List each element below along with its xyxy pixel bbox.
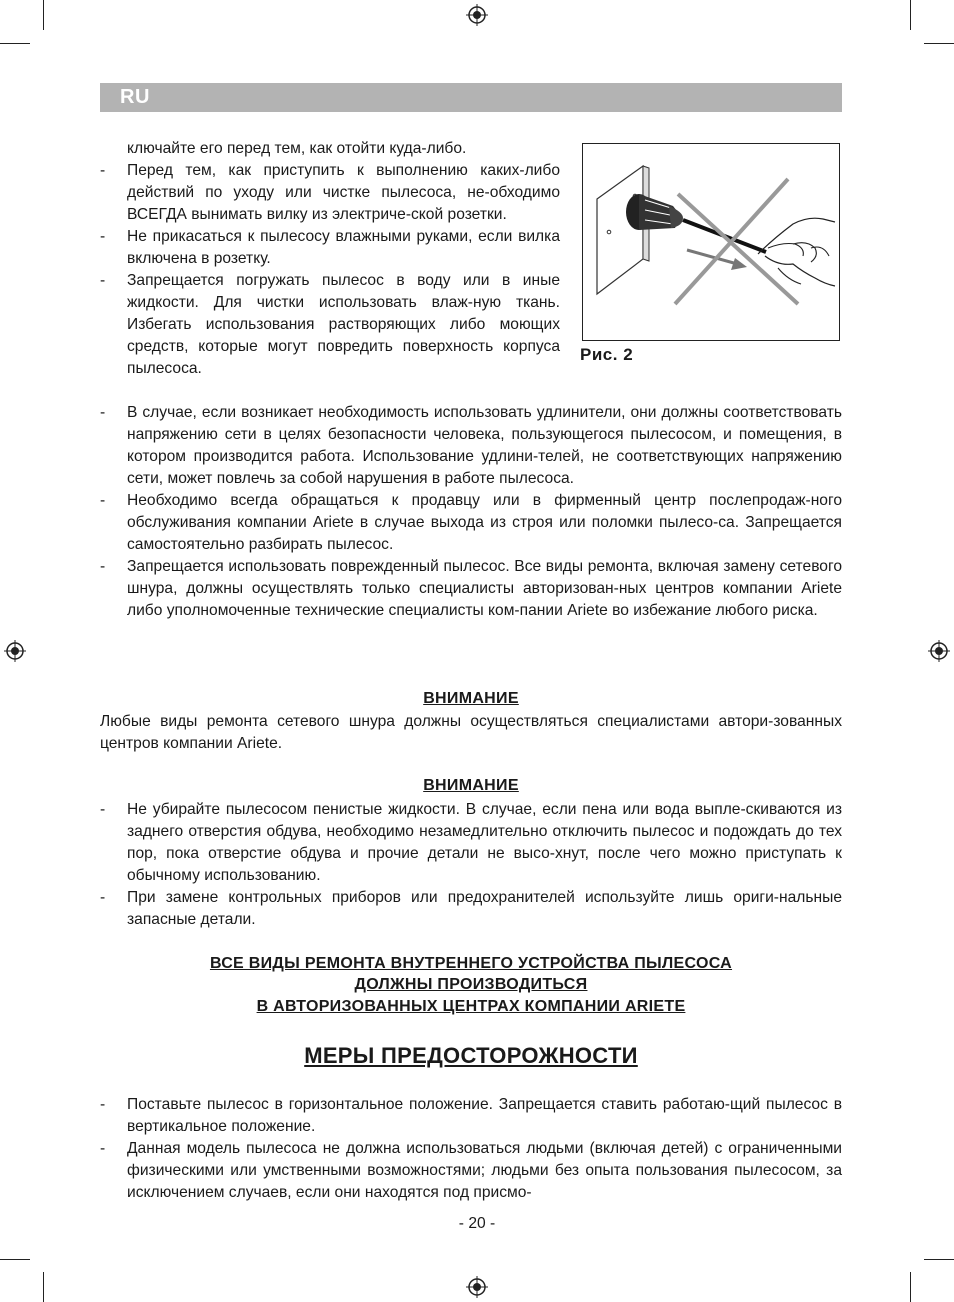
list-item: - Необходимо всегда обращаться к продавцу или в фирменный центр послепродаж-ного обслуживания компании Ariete в случае выхода из строя или поломки пылесо-са. Запрещается самостоятельно разбирать пылесос. <box>100 490 842 556</box>
figure-2 <box>582 143 840 341</box>
registration-mark-icon <box>928 640 950 662</box>
attention-list-block-2 <box>100 799 842 931</box>
repair-notice-line-1: ВСЕ ВИДЫ РЕМОНТА ВНУТРЕННЕГО УСТРОЙСТВА ПЫЛЕСОСА <box>209 955 733 972</box>
precautions-title: МЕРЫ ПРЕДОСТОРОЖНОСТИ <box>304 1043 638 1068</box>
attention-heading-2: ВНИМАНИЕ <box>423 777 519 794</box>
top-list <box>100 160 560 380</box>
crop-mark <box>0 1259 30 1260</box>
crop-mark <box>924 1259 954 1260</box>
repair-notice-line-2: ДОЛЖНЫ ПРОИЗВОДИТЬСЯ <box>354 976 588 993</box>
language-code: RU <box>120 86 150 108</box>
list-item: - При замене контрольных приборов или предохранителей используйте лишь ориги-нальные запасные детали. <box>100 887 842 931</box>
crop-mark <box>924 43 954 44</box>
unplug-prohibited-illustration-icon <box>583 144 838 339</box>
list-item: - Поставьте пылесос в горизонтальное положение. Запрещается ставить работаю-щий пылесос в вертикальное положение. <box>100 1094 842 1138</box>
list-item: - В случае, если возникает необходимость использовать удлинители, они должны соответствовать напряжению сети в целях безопасности человека, пользующегося пылесосом, и помещения, в котором производится работа. Использование удлини-телей, не соответствующих напряжению сети, может повлечь за собой нарушения в работе пылесоса. <box>100 402 842 490</box>
crop-mark <box>43 0 44 30</box>
attention-list-2 <box>100 799 842 931</box>
registration-mark-icon <box>4 640 26 662</box>
crop-mark <box>910 1272 911 1302</box>
main-list <box>100 402 842 622</box>
attention-text-1: Любые виды ремонта сетевого шнура должны осуществляться специалистами автори-зованных центров компании Ariete. <box>100 713 842 752</box>
main-list-block <box>100 402 842 622</box>
repair-notice-line-3: В АВТОРИЗОВАННЫХ ЦЕНТРАХ КОМПАНИИ ARIETE <box>256 998 686 1015</box>
list-item: - Данная модель пылесоса не должна использоваться людьми (включая детей) с ограниченными физическими или умственными возможностями; людьми без опыта пользования пылесосом, за исключением случаев, если они находятся под присмо- <box>100 1138 842 1204</box>
language-bar <box>100 83 842 112</box>
crop-mark <box>0 43 30 44</box>
figure-caption: Рис. 2 <box>580 345 634 364</box>
precautions-list <box>100 1094 842 1204</box>
top-text-column <box>100 138 560 380</box>
attention-heading-1: ВНИМАНИЕ <box>423 690 519 707</box>
list-item: - Не убирайте пылесосом пенистые жидкости. В случае, если пена или вода выпле-скиваются из заднего отверстия обдува, необходимо незамедлительно отключить пылесос и подождать до тех пор, пока отверстие обдува и прочие детали не высо-хнут, после чего можно приступать к обычному использованию. <box>100 799 842 887</box>
list-item: - Запрещается погружать пылесос в воду или в иные жидкости. Для чистки использовать влаж-ную ткань. Избегать использования растворяющих либо моющих средств, которые могут повредить поверхность корпуса пылесоса. <box>100 270 560 380</box>
registration-mark-icon <box>466 4 488 26</box>
registration-mark-icon <box>466 1276 488 1298</box>
continuation-line: ключайте его перед тем, как отойти куда-либо. <box>127 140 467 157</box>
page-number: - 20 - <box>458 1215 496 1232</box>
list-item: - Не прикасаться к пылесосу влажными руками, если вилка включена в розетку. <box>100 226 560 270</box>
crop-mark <box>43 1272 44 1302</box>
crop-mark <box>910 0 911 30</box>
precautions-list-block <box>100 1094 842 1204</box>
list-item: - Перед тем, как приступить к выполнению каких-либо действий по уходу или чистке пылесоса, не-обходимо ВСЕГДА вынимать вилку из электриче-ской розетки. <box>100 160 560 226</box>
list-item: - Запрещается использовать поврежденный пылесос. Все виды ремонта, включая замену сетевого шнура, должны осуществлять только специалисты авторизован-ных центров компании Ariete либо уполномоченные технические специалисты ком-пании Ariete во избежание любого риска. <box>100 556 842 622</box>
